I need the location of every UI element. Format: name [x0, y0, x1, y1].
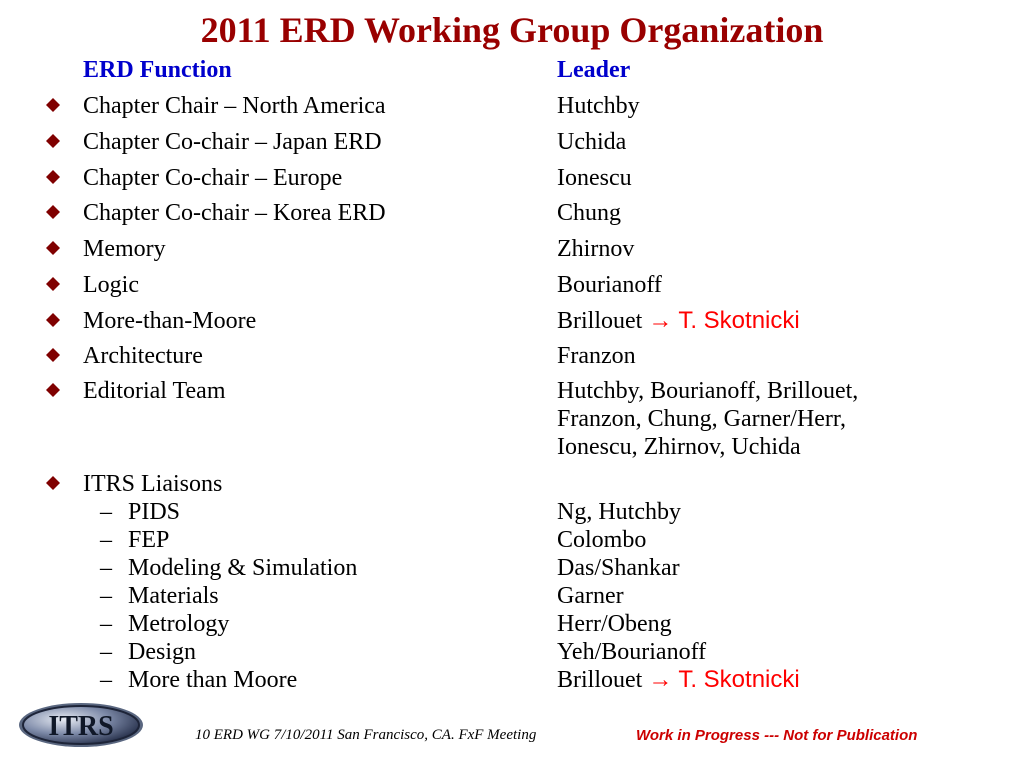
sub-list-item — [0, 498, 1024, 526]
function-label: Modeling & Simulation — [128, 555, 358, 581]
diamond-bullet-icon — [46, 241, 60, 255]
function-label: Chapter Co-chair – Europe — [83, 165, 343, 191]
right-arrow-icon: → — [648, 666, 673, 693]
list-item — [0, 271, 1024, 307]
list-item — [0, 128, 1024, 164]
diamond-bullet-icon — [46, 277, 60, 291]
function-label: PIDS — [128, 499, 181, 525]
leader-label: Herr/Obeng — [557, 611, 672, 637]
leader-line: Ionescu, Zhirnov, Uchida — [557, 434, 801, 460]
footer-meeting-info: 10 ERD WG 7/10/2011 San Francisco, CA. FxF Meeting — [195, 727, 537, 743]
dash-bullet: – — [100, 555, 112, 581]
sub-list-item — [0, 554, 1024, 582]
dash-bullet: – — [100, 583, 112, 609]
editorial-team-members — [557, 377, 858, 461]
list-item — [0, 342, 1024, 378]
list-item — [0, 307, 1024, 343]
leader-label: Hutchby — [557, 93, 640, 119]
leader-line: Hutchby, Bourianoff, Brillouet, — [557, 378, 859, 404]
diamond-bullet-icon — [46, 313, 60, 327]
leader-label: Chung — [557, 200, 622, 226]
column-header-function: ERD Function — [83, 57, 232, 83]
new-leader-name: T. Skotnicki — [678, 307, 800, 334]
dash-bullet: – — [100, 527, 112, 553]
function-label: Metrology — [128, 611, 230, 637]
function-label: More than Moore — [128, 667, 298, 693]
leader-label: Zhirnov — [557, 236, 635, 262]
sub-list-item — [0, 638, 1024, 666]
footer-disclaimer: Work in Progress --- Not for Publication — [636, 727, 918, 744]
list-item — [0, 164, 1024, 200]
dash-bullet: – — [100, 499, 112, 525]
sub-list-item — [0, 610, 1024, 638]
leader-label: Colombo — [557, 527, 647, 553]
liaisons-label: ITRS Liaisons — [83, 471, 223, 497]
sub-list-item — [0, 526, 1024, 554]
leader-label: Das/Shankar — [557, 555, 680, 581]
diamond-bullet-icon — [46, 383, 60, 397]
diamond-bullet-icon — [46, 98, 60, 112]
sub-list-item — [0, 582, 1024, 610]
diamond-bullet-icon — [46, 134, 60, 148]
leader-label: Bourianoff — [557, 272, 662, 298]
function-label: FEP — [128, 527, 170, 553]
slide-title: 2011 ERD Working Group Organization — [200, 10, 824, 50]
function-label: Editorial Team — [83, 378, 226, 404]
dash-bullet: – — [100, 667, 112, 693]
function-label: Materials — [128, 583, 219, 609]
leader-label — [557, 666, 800, 694]
sub-list-item — [0, 666, 1024, 694]
leader-label: Garner — [557, 583, 624, 609]
new-leader-name: T. Skotnicki — [678, 666, 800, 693]
leader-label: Yeh/Bourianoff — [557, 639, 707, 665]
svg-text:ITRS: ITRS — [48, 711, 114, 742]
function-label: Chapter Chair – North America — [83, 93, 386, 119]
function-label: Chapter Co-chair – Japan ERD — [83, 129, 382, 155]
function-label: Memory — [83, 236, 166, 262]
diamond-bullet-icon — [46, 476, 60, 490]
list-item — [0, 377, 1024, 413]
function-label: Logic — [83, 272, 139, 298]
leader-label: Franzon — [557, 343, 636, 369]
column-header-leader: Leader — [557, 57, 631, 83]
leader-name: Brillouet — [557, 308, 643, 334]
function-label: More-than-Moore — [83, 308, 257, 334]
diamond-bullet-icon — [46, 348, 60, 362]
leader-label: Uchida — [557, 129, 627, 155]
function-label: Design — [128, 639, 196, 665]
leader-label: Ng, Hutchby — [557, 499, 681, 525]
diamond-bullet-icon — [46, 170, 60, 184]
right-arrow-icon: → — [648, 307, 673, 334]
dash-bullet: – — [100, 639, 112, 665]
list-item — [0, 199, 1024, 235]
diamond-bullet-icon — [46, 205, 60, 219]
leader-label: Ionescu — [557, 165, 632, 191]
leader-label — [557, 307, 800, 335]
itrs-logo — [17, 701, 145, 749]
dash-bullet: – — [100, 611, 112, 637]
list-item — [0, 235, 1024, 271]
function-label: Architecture — [83, 343, 203, 369]
list-item — [0, 92, 1024, 128]
function-label: Chapter Co-chair – Korea ERD — [83, 200, 386, 226]
leader-name: Brillouet — [557, 667, 643, 693]
leader-line: Franzon, Chung, Garner/Herr, — [557, 406, 846, 432]
